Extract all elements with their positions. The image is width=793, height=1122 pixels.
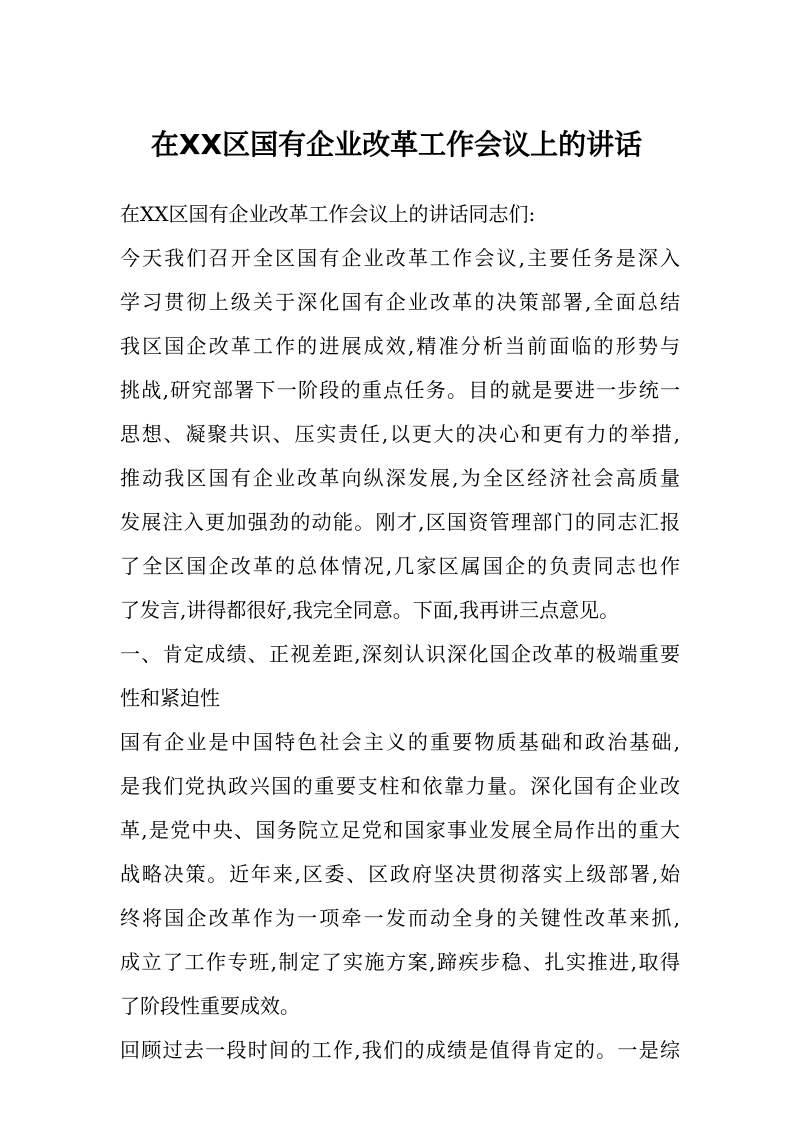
paragraph-line: 推动我区国有企业改革向纵深发展,为全区经济社会高质量	[120, 466, 680, 490]
paragraph-line: 革,是党中央、国务院立足党和国家事业发展全局作出的重大	[120, 818, 680, 842]
paragraph-line: 性和紧迫性	[120, 686, 220, 710]
paragraph-line: 了全区国企改革的总体情况,几家区属国企的负责同志也作	[120, 554, 680, 578]
paragraph-line: 是我们党执政兴国的重要支柱和依靠力量。深化国有企业改	[120, 774, 680, 798]
paragraph-line: 国有企业是中国特色社会主义的重要物质基础和政治基础,	[120, 730, 680, 754]
paragraph-line: 我区国企改革工作的进展成效,精准分析当前面临的形势与	[120, 334, 680, 358]
document-title: 在XX区国有企业改革工作会议上的讲话	[150, 128, 643, 161]
paragraph-line: 发展注入更加强劲的动能。刚才,区国资管理部门的同志汇报	[120, 510, 680, 534]
paragraph-line: 挑战,研究部署下一阶段的重点任务。目的就是要进一步统一	[120, 378, 680, 402]
paragraph-line: 回顾过去一段时间的工作,我们的成绩是值得肯定的。一是综	[120, 1038, 680, 1062]
paragraph-line: 一、肯定成绩、正视差距,深刻认识深化国企改革的极端重要	[120, 642, 680, 666]
paragraph-line: 终将国企改革作为一项牵一发而动全身的关键性改革来抓,	[120, 906, 680, 930]
paragraph-line: 在XX区国有企业改革工作会议上的讲话同志们:	[120, 202, 536, 226]
paragraph-line: 今天我们召开全区国有企业改革工作会议,主要任务是深入	[120, 246, 680, 270]
paragraph-line: 了发言,讲得都很好,我完全同意。下面,我再讲三点意见。	[120, 598, 620, 622]
paragraph-line: 了阶段性重要成效。	[120, 994, 300, 1018]
document-body	[120, 192, 680, 1072]
paragraph-line: 学习贯彻上级关于深化国有企业改革的决策部署,全面总结	[120, 290, 680, 314]
paragraph-line: 思想、凝聚共识、压实责任,以更大的决心和更有力的举措,	[120, 422, 680, 446]
paragraph-line: 战略决策。近年来,区委、区政府坚决贯彻落实上级部署,始	[120, 862, 680, 886]
paragraph-line: 成立了工作专班,制定了实施方案,蹄疾步稳、扎实推进,取得	[120, 950, 680, 974]
